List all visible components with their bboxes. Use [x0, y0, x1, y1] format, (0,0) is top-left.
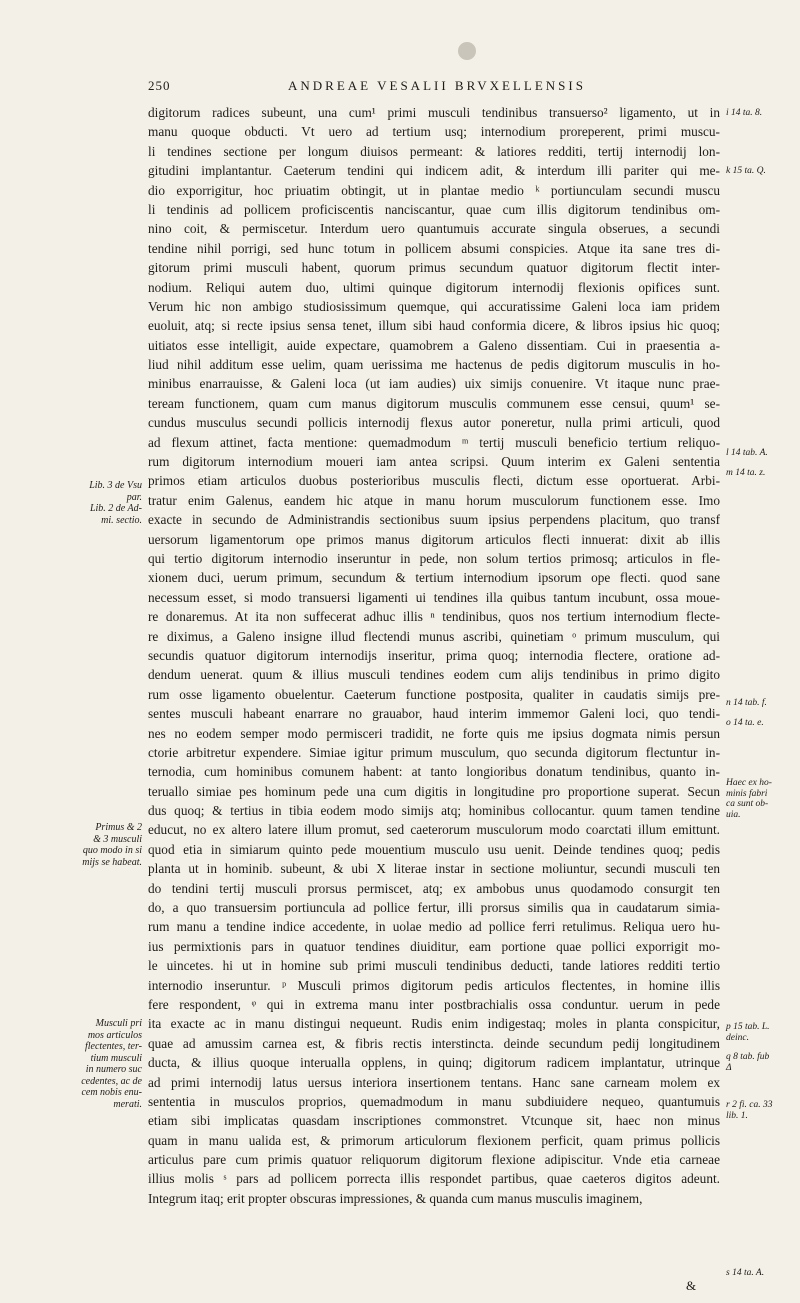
right-margin-note: [726, 1052, 796, 1073]
text-line: tendine nihil porrigi, sed hunc totum in pollicem absumi conspicies. Atque ita sane tres di-: [148, 240, 720, 256]
left-margin-note-line: Lib. 2 de Ad-: [89, 503, 142, 514]
right-margin-note-line: deinc.: [726, 1032, 749, 1043]
text-line: liud nihil additum esse uelim, quam uerissima me hactenus de pedis digitorum musculis in ho-: [148, 357, 720, 373]
right-margin-note: [726, 718, 796, 729]
left-margin-note: [38, 822, 142, 868]
right-margin-note-line: uia.: [726, 809, 741, 820]
right-margin-note: [726, 1268, 796, 1279]
left-margin-note-line: cedentes, ac de: [81, 1075, 142, 1087]
right-margin-note-line: p 15 tab. L.: [726, 1022, 770, 1032]
right-margin-note: [726, 1100, 796, 1121]
right-margin-note-line: m 14 ta. z.: [726, 468, 766, 478]
text-line: secundis quatuor digitorum internodijs inseritur, prima quoq; internodia flectere, oratione ad-: [148, 647, 720, 663]
text-line: nodium. Reliqui autem duo, ultimi quinque digitorum internodij flexionis opifices sunt.: [148, 279, 720, 295]
right-margin-note: [726, 778, 796, 820]
body-text: [148, 103, 720, 1208]
text-line: ternodia, cum hominibus comunem habent: at tanto longioribus donatum tendinibus, quanto in-: [148, 764, 720, 780]
text-line: Integrum itaq; erit propter obscuras impressiones, & quanda cum manus musculis imaginem,: [148, 1190, 643, 1206]
text-line: illius molis ˢ pars ad pollicem porrecta illis respondet partibus, quae caeteros digitos adeunt.: [148, 1171, 720, 1187]
text-line: etiam sibi implicatas quasdam inscriptiones commonstret. Vtcunque sit, haec non minus: [148, 1113, 720, 1129]
text-line: euoluit, atq; si recte ipsius sensa tenet, illum sibi haud conformia dicere, & libros ipsius hic quoq;: [148, 318, 720, 334]
right-margin-note: [726, 698, 796, 709]
left-margin-note: [38, 1018, 142, 1110]
text-line: ita exacte ac in manu distingui nequeunt. Rudis enim indigestaq; moles in planta conspicitur,: [148, 1016, 720, 1032]
right-margin-note-line: Δ: [726, 1062, 732, 1073]
text-line: ctorie arbitretur expendere. Simiae igitur primum musculum, quo secunda digitorum flectuntur in-: [148, 744, 720, 760]
right-margin-note-line: ca sunt ob-: [726, 799, 769, 809]
text-line: qui tertio digitorum internodio inseruntur in pede, non solum tertios primosq; articulos in fle-: [148, 550, 720, 566]
text-line: articulus pare cum primis quatuor reliquorum digitorum flexione adipiscitur. Vnde etia carneae: [148, 1152, 720, 1168]
text-line: gitorum primi musculi habent, quorum primus secundum quatuor digitorum flectit inter-: [148, 260, 720, 276]
running-title: ANDREAE VESALII BRVXELLENSIS: [288, 78, 586, 93]
right-margin-note-line: Haec ex ho-: [726, 778, 772, 788]
left-margin-note-line: Musculi pri: [95, 1018, 142, 1029]
text-line: ducta, & illius quoque interualla opplens, in quinq; digitorum radicem implantatur, utrinque: [148, 1055, 720, 1071]
text-line: exacte in secundo de Administrandis sectionibus suum ipsius perpendens placitum, quo transf: [148, 512, 720, 528]
text-line: tratur enim Galenus, eandem hic atque in manu horum musculorum functionem esse. Imo: [148, 492, 720, 508]
text-line: internodio inseruntur. ᵖ Musculi primos digitorum pedis articulos flectentes, in homine illis: [148, 977, 720, 993]
right-margin-note: [726, 448, 796, 459]
right-margin-note-line: n 14 tab. f.: [726, 698, 767, 708]
right-margin-note: [726, 1022, 796, 1043]
text-line: ius permixtionis pars in quatuor tendines diuiditur, eam portione quae pollici exporrigit mo-: [148, 938, 720, 954]
right-margin-note-line: l 14 tab. A.: [726, 448, 768, 458]
page-number: 250: [148, 78, 171, 93]
right-margin-note-line: minis fabri: [726, 788, 768, 799]
page-header: [148, 78, 760, 100]
left-margin-note-line: tium musculi: [90, 1052, 142, 1064]
text-line: re diximus, a Galeno insigne illud flectendi munus ascribi, quinetiam ᵒ primum musculum, qui: [148, 628, 720, 644]
text-line: teruallo simiae pes hominum pede una cum digitis in longitudine pro proportione superat. Secun: [148, 783, 720, 799]
left-margin-note-line: merati.: [113, 1098, 142, 1110]
right-margin-note-line: k 15 ta. Q.: [726, 166, 766, 176]
text-line: dus quoq; & tertius in tibia eodem modo simijs atq; hominibus collocantur. quum tamen tendine: [148, 803, 720, 819]
text-line: dendum uenerat. quum & illius musculi tendines eodem cum alijs tendinibus in primo digito: [148, 667, 720, 683]
left-margin-note-line: cem nobis enu-: [81, 1087, 142, 1098]
text-line: primos etiam articulos duobus posterioribus musculis flecti, dictum esse oportuerat. Arbi-: [148, 473, 720, 489]
left-margin-note-line: Lib. 3 de Vsu: [89, 480, 142, 491]
right-margin-note: [726, 166, 796, 177]
text-line: nes no eodem semper modo permisceri tradidit, ne forte quis me ipsius dogmata nimis persun: [148, 725, 720, 741]
right-margin-note: [726, 468, 796, 479]
left-margin-note-line: mi. sectio.: [101, 514, 142, 526]
text-line: manu quoque obducti. Vt uero ad tertium usq; internodium proreperent, primi muscu-: [148, 124, 720, 140]
library-stamp-icon: [458, 42, 476, 60]
text-line: dio exporrigitur, hoc priuatim obtingit, ut in plantae medio ᵏ portiunculam secundi muscu: [148, 182, 720, 198]
text-line: necessum esset, si modo transuersi ligamenti ui tendines illa quibus tantum incubunt, ossa moue-: [148, 589, 720, 605]
text-line: cundus musculus secundi pollicis internodij flexus autor poneretur, nulla primi articuli, quod: [148, 415, 720, 431]
text-line: uitiatos esse intelligit, auide expectare, quamobrem a Galeno dissentiam. Cui in praesentia a-: [148, 337, 720, 353]
text-line: gitudini implantantur. Caeterum tendini qui indicem adit, & interdum illi pariter qui me-: [148, 163, 720, 179]
text-line: do tendini tertij musculi prorsus permiscet, atq; ex ambobus unus quodamodo consurgit ten: [148, 880, 720, 896]
text-line: li tendines sectione per longum diuisos permeant: & latiores redditi, tertij internodij lon-: [148, 143, 720, 159]
text-line: xionem duci, uerum primum, secundum & tertium internodium ipsorum ope flecti. quod sane: [148, 570, 720, 586]
text-line: educut, no ex altero latere illum promut, sed caeterorum musculorum modo coarctati illum emittunt.: [148, 822, 720, 838]
text-line: do, a quo transuersim portiuncula ad pollice fertur, illi prorsus similis qua in caudatarum simia-: [148, 900, 720, 916]
text-line: le uincetes. hi ut in homine sub primi musculi tendinibus deducti, tande latiores redditi tertio: [148, 958, 720, 974]
right-margin-note: [726, 108, 796, 119]
text-line: quae ad amussim carnea est, & fibris rectis interstincta. deinde secundum pedij longitudinem: [148, 1035, 720, 1051]
text-line: nino coit, & permiscetur. Interdum uero quantumuis accurate singula obserues, a secundi: [148, 221, 720, 237]
text-line: uersorum ligamentorum ope primos manus digitorum articulos flecti innuerat: dixit ab illis: [148, 531, 720, 547]
text-line: rum manu a tendine indice accedente, in uolae medio ad pollice ferri retulimus. Reliqua uero hu-: [148, 919, 720, 935]
text-line: ad primi internodij latus uersus interiora insertionem tentans. Hanc sane carneam molem ex: [148, 1074, 720, 1090]
right-margin-note-line: lib. 1.: [726, 1110, 748, 1121]
text-line: digitorum radices subeunt, una cum¹ primi musculi tendinibus transuerso² ligamento, ut in: [148, 105, 720, 120]
left-margin-note-line: mijs se habeat.: [82, 856, 142, 868]
left-margin-note-line: flectentes, ter-: [85, 1041, 142, 1052]
text-line: li tendinis ad pollicem proficiscentis nanciscantur, quae cum illis digitorum tendinibus om-: [148, 201, 720, 217]
text-line: re donaremus. At ita non suffecerat adhuc illis ⁿ tendinibus, quos nos tertium internodium flecte-: [148, 609, 720, 625]
text-line: rum digitorum internodium moueri iam antea scripsi. Quum interim ex Galeni sententia: [148, 454, 720, 470]
text-line: teream functionem, quam cum manus digitorum musculis communem esse censui, quum¹ se-: [148, 395, 720, 411]
text-line: Verum hic non ambigo studiosissimum quemque, qui accuratissime Galeni loca iam pridem: [148, 298, 720, 314]
text-line: ad flexum attinet, facta mentione: quemadmodum ᵐ tertij musculi beneficio tertium reliquo-: [148, 434, 720, 450]
right-margin-note-line: r 2 fi. ca. 33: [726, 1100, 773, 1110]
left-margin-note-line: & 3 musculi: [93, 833, 142, 845]
right-margin-note-line: q 8 tab. fub: [726, 1052, 770, 1062]
right-margin-note-line: s 14 ta. A.: [726, 1268, 765, 1278]
text-line: rum osse ligamento obuelentur. Caeterum functione postposita, qualiter in caudatis simijs pre-: [148, 686, 720, 702]
left-margin-note: [38, 480, 142, 526]
left-margin-note-line: mos articulos: [87, 1029, 142, 1041]
text-line: sententia in musculos proprios, quemadmodum in manu subdiuidere nequeo, quantumuis: [148, 1093, 720, 1109]
text-line: sentes musculi habeant enarrare no grauabor, haud interim immemor Galeni loci, quo tendi-: [148, 706, 720, 722]
left-margin-note-line: Primus & 2: [95, 822, 142, 833]
right-margin-note-line: i 14 ta. 8.: [726, 108, 763, 118]
text-line: quod etia in simiarum quinto pede mouentium musculo usu uenit. Deinde tendines quoq; pedis: [148, 841, 720, 857]
text-line: minibus enarrauisse, & Galeni loca (ut iam audies) uix simijs conuenire. Vt itaque nunc prae-: [148, 376, 720, 392]
left-margin-note-line: quo modo in si: [82, 845, 142, 856]
text-line: quam in manu ualida est, & primorum articulorum flexionem perficit, quam primus pollicis: [148, 1132, 720, 1148]
catchword: &: [686, 1278, 697, 1293]
text-line: fere respondent, ᵠ qui in extrema manu inter postbrachialis ossa conduntur. uerum in pede: [148, 996, 720, 1012]
left-margin-note-line: par.: [126, 491, 142, 503]
text-line: planta ut in hominib. subeunt, & ubi X literae instar in sectione moliuntur, secundi musculi ten: [148, 861, 720, 877]
left-margin-note-line: in numero suc: [85, 1064, 142, 1075]
right-margin-note-line: o 14 ta. e.: [726, 718, 764, 728]
